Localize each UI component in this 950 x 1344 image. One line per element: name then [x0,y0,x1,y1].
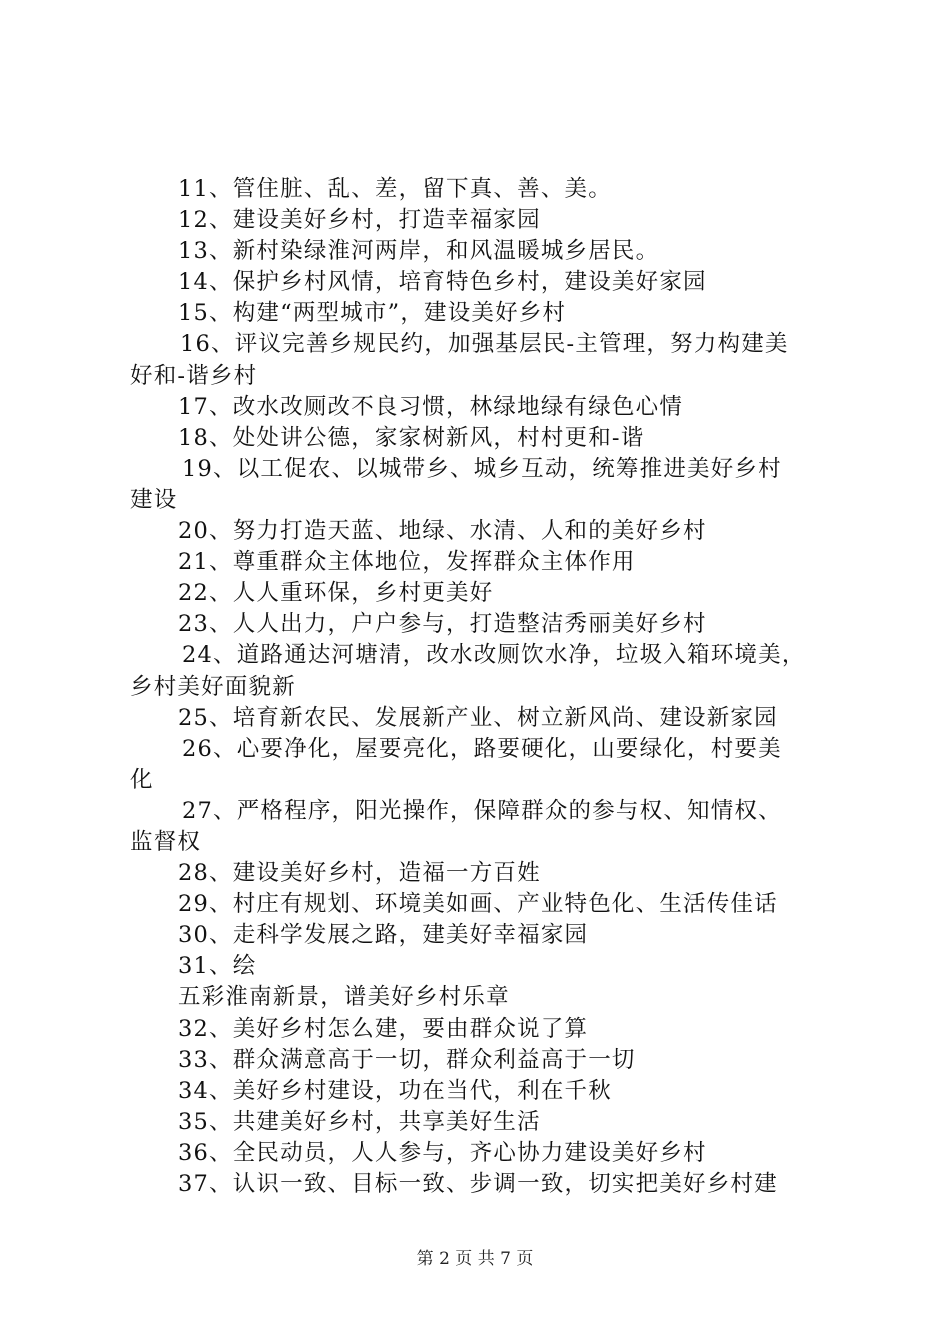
text-line: 33、群众满意高于一切，群众利益高于一切 [178,1046,636,1073]
text-line: 13、新村染绿淮河两岸，和风温暖城乡居民。 [178,238,660,265]
text-line: 五彩淮南新景，谱美好乡村乐章 [178,984,510,1011]
text-line: 24、道路通达河塘清，改水改厕饮水净，垃圾入箱环境美， [182,642,806,669]
page-number-footer: 第 2 页 共 7 页 [416,1249,534,1269]
document-body [130,174,850,1200]
text-line: 12、建设美好乡村，打造幸福家园 [178,207,541,234]
text-line: 17、改水改厕改不良习惯，林绿地绿有绿色心情 [178,393,684,420]
text-line: 30、走科学发展之路，建美好幸福家园 [178,922,589,949]
text-line: 36、全民动员，人人参与，齐心协力建设美好乡村 [178,1139,707,1166]
text-line: 25、培育新农民、发展新产业、树立新风尚、建设新家园 [178,704,778,731]
text-line: 32、美好乡村怎么建，要由群众说了算 [178,1015,589,1042]
text-line: 19、以工促农、以城带乡、城乡互动，统筹推进美好乡村 [182,455,782,482]
text-line: 化 [130,766,154,793]
text-line: 23、人人出力，户户参与，打造整洁秀丽美好乡村 [178,611,707,638]
text-line: 16、评议完善乡规民约，加强基层民-主管理，努力构建美 [180,331,789,358]
text-line: 35、共建美好乡村，共享美好生活 [178,1108,541,1135]
text-line: 26、心要净化，屋要亮化，路要硬化，山要绿化，村要美 [182,735,782,762]
text-line: 21、尊重群众主体地位，发挥群众主体作用 [178,549,636,576]
text-line: 好和-谐乡村 [130,362,258,389]
text-line: 22、人人重环保，乡村更美好 [178,580,494,607]
text-line: 监督权 [130,828,202,855]
text-line: 31、绘 [178,953,257,980]
text-line: 11、管住脏、乱、差，留下真、善、美。 [178,176,612,202]
text-line: 28、建设美好乡村，造福一方百姓 [178,860,541,887]
text-line: 15、构建“两型城市”，建设美好乡村 [178,300,567,327]
text-line: 14、保护乡村风情，培育特色乡村，建设美好家园 [178,269,707,296]
text-line: 37、认识一致、目标一致、步调一致，切实把美好乡村建 [178,1171,778,1197]
text-line: 27、严格程序，阳光操作，保障群众的参与权、知情权、 [182,797,782,824]
text-line: 乡村美好面貌新 [130,673,296,700]
text-line: 29、村庄有规划、环境美如画、产业特色化、生活传佳话 [178,891,778,918]
text-line: 18、处处讲公德，家家树新风，村村更和-谐 [178,424,645,451]
text-line: 34、美好乡村建设，功在当代，利在千秋 [178,1077,612,1104]
text-line: 建设 [130,486,178,513]
text-line: 20、努力打造天蓝、地绿、水清、人和的美好乡村 [178,518,707,545]
